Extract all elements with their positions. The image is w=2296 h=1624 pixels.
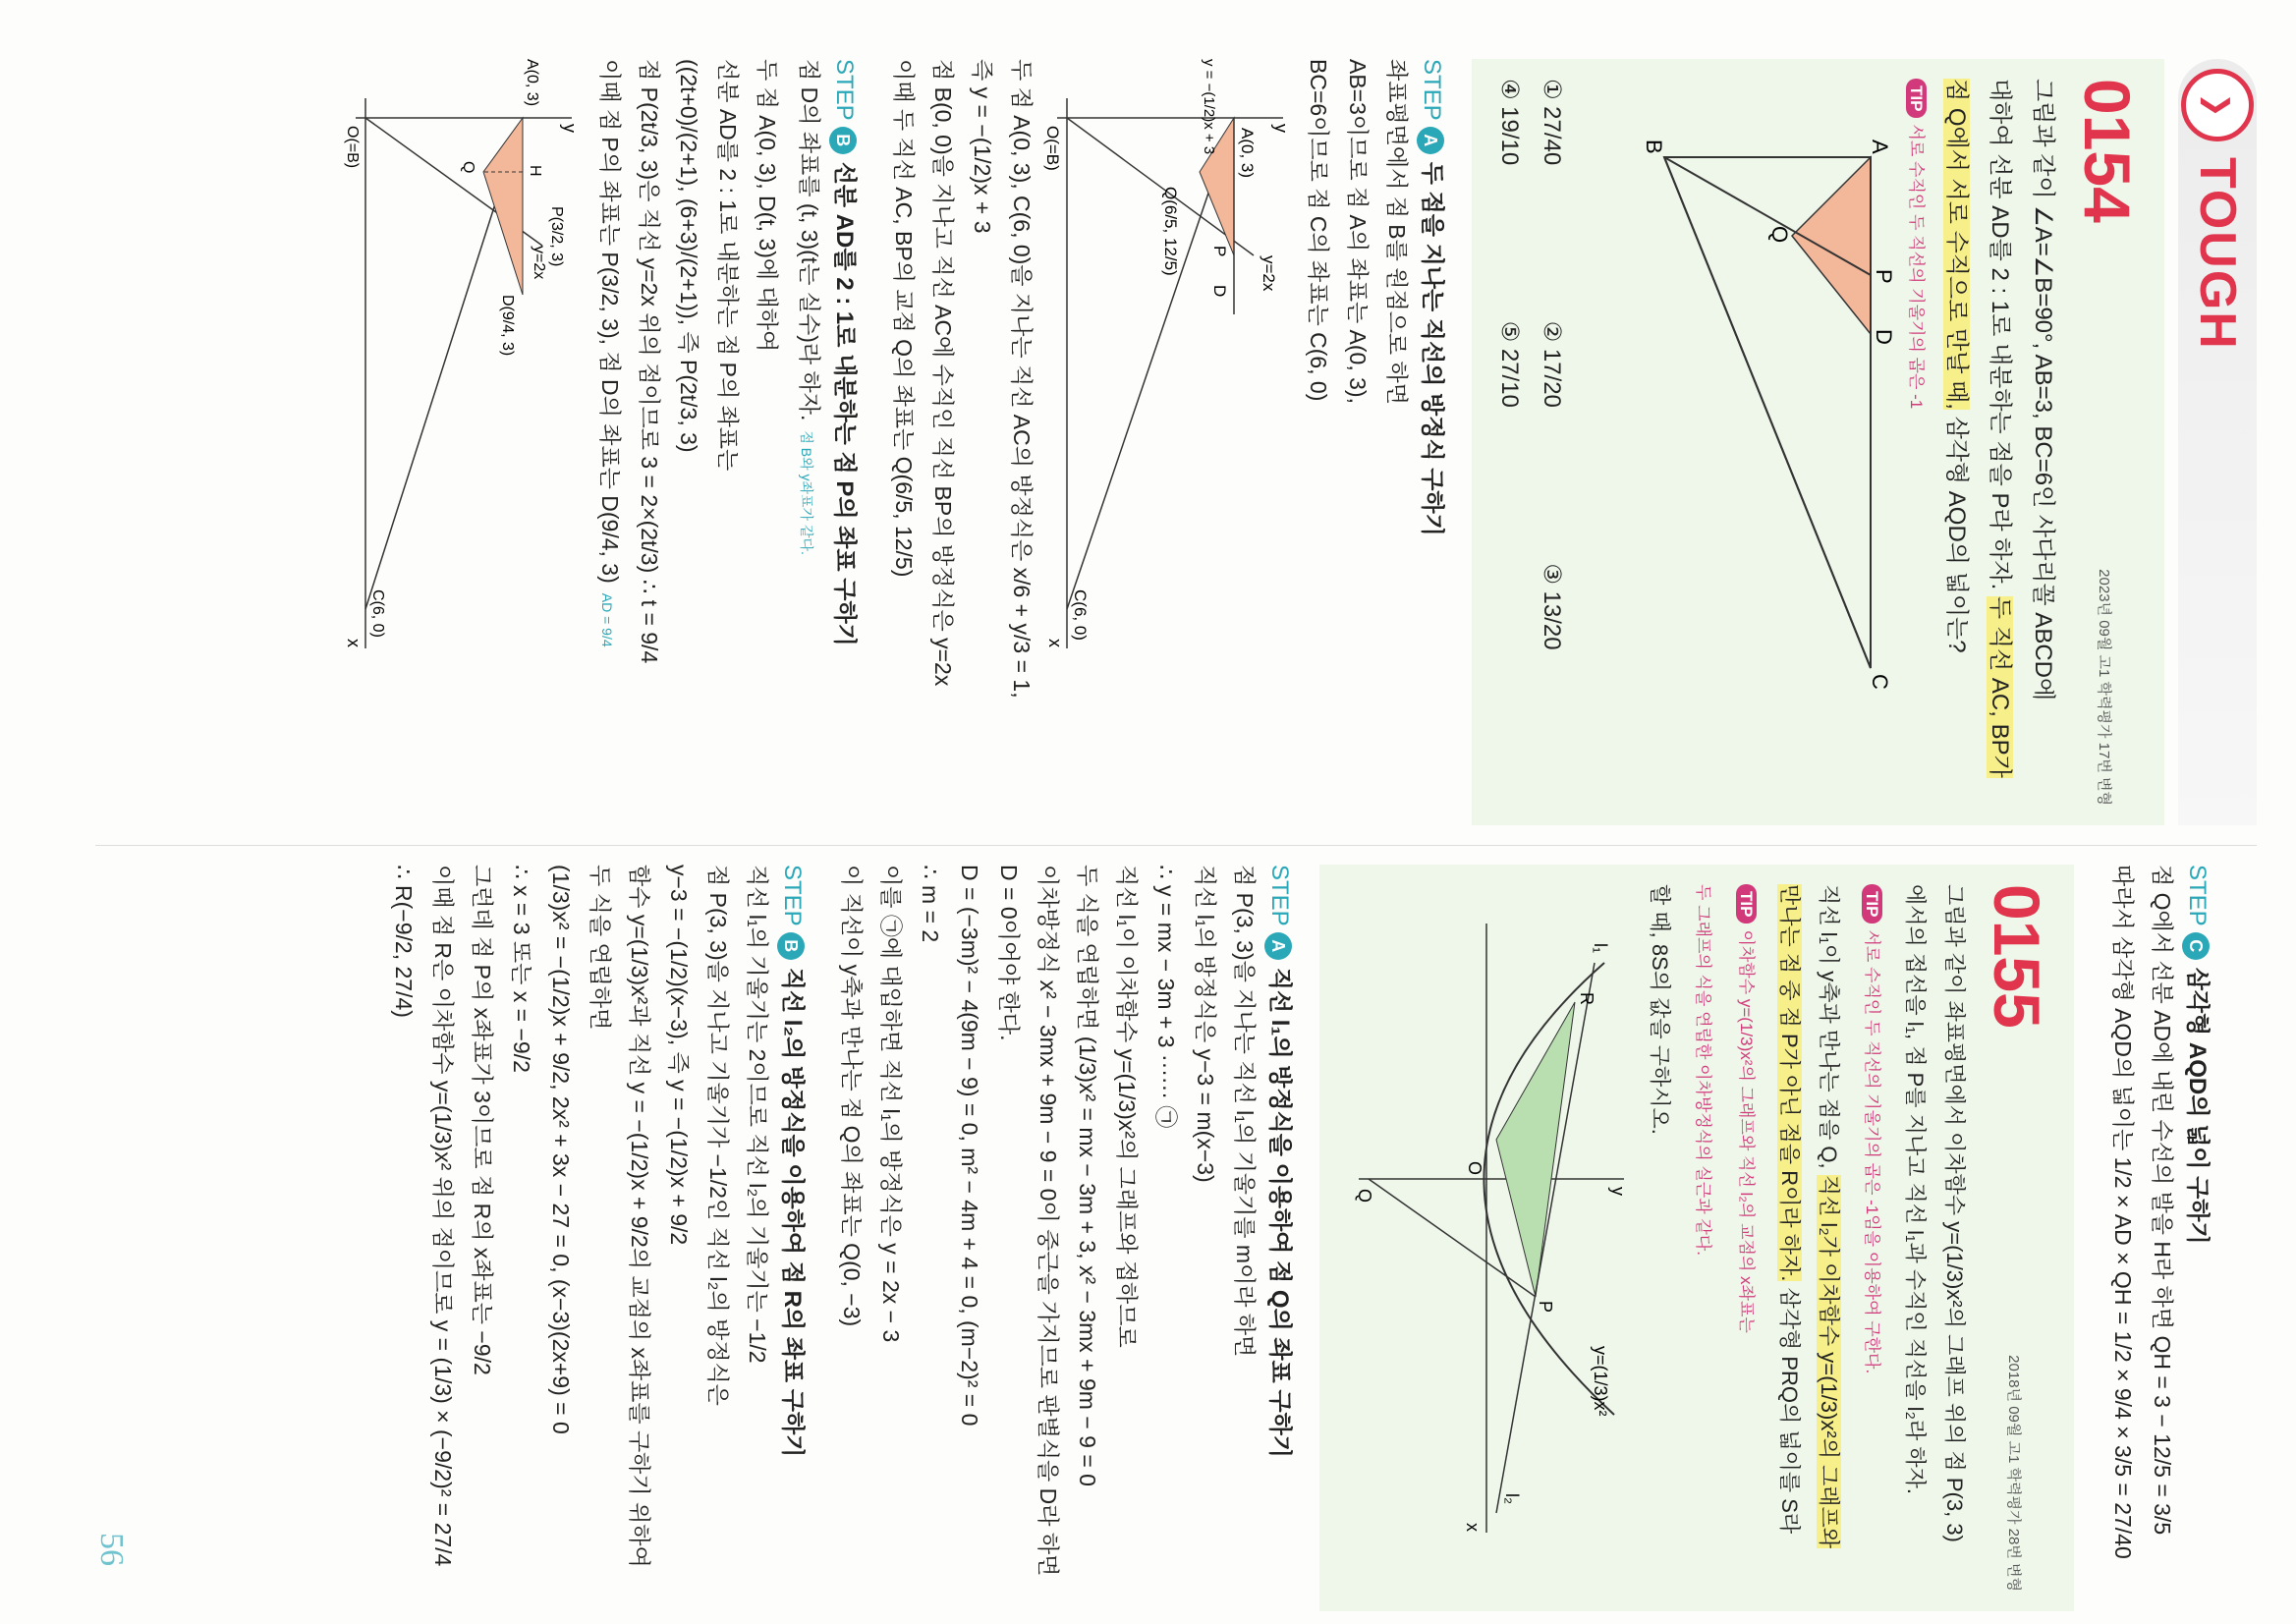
point-O: O(=B): [1043, 126, 1062, 171]
solution-line: BC=6이므로 점 C의 좌표는 C(6, 0): [1306, 59, 1331, 402]
problem-number: 0154: [2071, 79, 2144, 223]
step-title-text: 선분 AD를 2 : 1로 내분하는 점 P의 좌표 구하기: [831, 161, 858, 646]
tip-text: 서로 수직인 두 직선의 기울기의 곱은 -1: [1907, 124, 1926, 410]
tip-text: 이차함수 y=(1/3)x²의 그래프와 직선 l₂의 교점의 x좌표는: [1737, 929, 1756, 1333]
step-title-text: 삼각형 AQD의 넓이 구하기: [2184, 967, 2211, 1245]
point-O: O: [1465, 1161, 1484, 1176]
curve-label: y=(1/3)x²: [1591, 1346, 1610, 1417]
problem-line: 에서의 접선을 l₁, 점 P를 지나고 직선 l₁과 수직인 직선을 l₂라 하자.: [1903, 884, 1928, 1494]
point-P: P: [1536, 1301, 1555, 1314]
solution-line: ∴ m = 2: [918, 865, 943, 943]
solution-line: [588, 59, 630, 825]
step-title-text: 직선 l₁의 방정식을 이용하여 점 Q의 좌표 구하기: [1266, 967, 1293, 1458]
trapezoid-figure: [1576, 79, 1900, 766]
tough-label: TOUGH: [2189, 157, 2246, 351]
problem-text: [1934, 79, 2064, 806]
label-C: C: [1868, 674, 1892, 690]
choice[interactable]: ④ 19/10: [1496, 79, 1523, 166]
step-a-title: [1417, 59, 1452, 825]
step-title-text: 두 점을 지나는 직선의 방정식 구하기: [1419, 161, 1445, 536]
step-a-title: [1264, 865, 1300, 1611]
choice[interactable]: ⑤ 27/10: [1496, 320, 1523, 408]
text: 직선 l₁이 y축과 만나는 점을 Q,: [1817, 884, 1841, 1169]
answer-choices: [1495, 79, 1566, 806]
solution-line: ((2t+0)/(2+1), (6+3)/(2+1)), 즉 P(2t/3, 3): [676, 59, 701, 453]
highlight: 두 직선 AC, BP가: [1987, 596, 2013, 778]
problem-source: 2023년 09월 고1 학력평가 17번 변형: [2096, 569, 2112, 806]
solution-line: 함수 y=(1/3)x²과 직선 y = −(1/2)x + 9/2의 교점의 x좌표를 구하기 위하여: [627, 865, 652, 1568]
left-column: [66, 59, 2257, 825]
step-label: STEP: [2184, 865, 2211, 926]
coordinate-graph-2: [346, 59, 582, 668]
solution-line: 두 점 A(0, 3), C(6, 0)을 지나는 직선 AC의 방정식은 x/6 + y/3 = 1,: [1009, 59, 1035, 699]
label-D: D: [1872, 329, 1896, 345]
axis-y-label: y: [1608, 1187, 1628, 1196]
solution-line: 즉 y = −(1/2)x + 3: [970, 59, 995, 234]
point-A: A(0, 3): [524, 59, 540, 107]
solution-line: 직선 l₁이 이차함수 y=(1/3)x²의 그래프와 접하므로: [1114, 865, 1140, 1348]
solution-line: 점 P(3, 3)을 지나고 기울기가 −1/2인 직선 l₂의 방정식은: [705, 865, 731, 1406]
problem-0154: [1472, 59, 2164, 825]
parabola-figure: [1349, 884, 1634, 1572]
highlight: 만나는 점 중 점 P가 아닌 점을 R이라 하자.: [1777, 884, 1802, 1282]
text: 삼각형 AQD의 넓이는?: [1943, 416, 1970, 653]
tip: 두 그래프의 식을 연립한 이차방정식의 실근과 같다.: [1694, 884, 1712, 1256]
solution-line: 두 식을 연립하면: [588, 865, 613, 1031]
axis-y-label: y: [560, 124, 580, 133]
point-C: C(6, 0): [369, 589, 386, 638]
problem-text: [1640, 884, 1974, 1592]
line-label-2x: y=2x: [531, 246, 547, 280]
solution-line: 선분 AD를 2 : 1로 내분하는 점 P의 좌표는: [715, 59, 741, 472]
line-label-l1: l₁: [1591, 943, 1610, 954]
line-label-l2: l₂: [1502, 1493, 1522, 1504]
point-C: C(6, 0): [1071, 589, 1090, 641]
step-letter: A: [1264, 932, 1292, 960]
page-number: 56: [93, 1533, 130, 1566]
column-divider: [95, 845, 2257, 846]
solution-line: AB=3이므로 점 A의 좌표는 A(0, 3),: [1345, 59, 1371, 404]
problem-line: [1809, 884, 1848, 1592]
tip: [1906, 79, 1931, 806]
point-A: A(0, 3): [1238, 128, 1257, 179]
step-label: STEP: [1419, 59, 1445, 121]
solution-line: ∴ R(−9/2, 27/4): [391, 865, 417, 1018]
solution-line: 좌표평면에서 점 B를 원점으로 하면: [1384, 59, 1410, 405]
point-Q: Q: [1355, 1189, 1374, 1204]
highlight: 직선 l₂가 이차함수 y=(1/3)x²의 그래프와: [1817, 1174, 1841, 1549]
problem-source: 2018년 09월 고1 학력평가 28번 변형: [2005, 1355, 2022, 1592]
tip: [1726, 884, 1765, 1592]
problem-line: 그림과 같이 ∠A=∠B=90°, AB=3, BC=6인 사다리꼴 ABCD에: [2030, 79, 2056, 701]
solution-line: ∴ x = 3 또는 x = −9/2: [509, 865, 534, 1073]
solution-line: 직선 l₁의 기울기는 2이므로 직선 l₂의 기울기는 −1/2: [745, 865, 770, 1364]
text: 대하여 선분 AD를 2 : 1로 내분하는 점을 P라 하자.: [1987, 79, 2013, 590]
label-A: A: [1868, 140, 1892, 154]
point-H: H: [527, 165, 543, 177]
label-Q: Q: [1767, 226, 1792, 244]
axis-x-label: x: [344, 639, 364, 647]
step-letter: B: [777, 932, 805, 960]
problem-line: 할 때, 8S의 값을 구하시오.: [1648, 884, 1672, 1135]
point-D: D(9/4, 3): [499, 295, 516, 357]
choice[interactable]: ③ 13/20: [1539, 563, 1565, 650]
right-column: [66, 865, 2257, 1611]
solution-line: (1/3)x² = −(1/2)x + 9/2, 2x² + 3x − 27 = 0, (x−3)(2x+9) = 0: [548, 865, 574, 1434]
tip-text: 서로 수직인 두 직선의 기울기의 곱은 -1임을 이용하여 구한다.: [1863, 929, 1881, 1374]
problem-line: [1769, 884, 1809, 1592]
problem-number: 0155: [1981, 884, 2053, 1029]
solution-line: 두 식을 연립하면 (1/3)x² = mx − 3m + 3, x² − 3mx + 9m − 9 = 0: [1075, 865, 1100, 1486]
step-letter: B: [829, 127, 857, 154]
choice[interactable]: ② 17/20: [1539, 320, 1565, 408]
tip: [1852, 884, 1891, 1592]
chevron-right-icon: ❯: [2181, 69, 2254, 141]
solution-line: 직선 l₁의 방정식은 y−3 = m(x−3): [1193, 865, 1218, 1183]
axis-x-label: x: [1463, 1523, 1483, 1532]
step-letter: C: [2182, 932, 2210, 960]
side-note: 점 B와 y좌표가 같다.: [799, 430, 814, 555]
line-label-ac: y = −(1/2)x + 3: [1201, 59, 1217, 155]
text: 삼각형 PRQ의 넓이를 S라: [1777, 1287, 1802, 1535]
problem-line: 그림과 같이 좌표평면에서 이차함수 y=(1/3)x²의 그래프 위의 점 P(3, 3): [1942, 884, 1967, 1542]
step-title-text: 직선 l₂의 방정식을 이용하여 점 R의 좌표 구하기: [779, 967, 806, 1458]
text: 점 D의 좌표를 (t, 3)(t는 실수)라 하자.: [797, 59, 822, 421]
step-label: STEP: [779, 865, 806, 926]
point-Q: Q: [460, 161, 476, 174]
step-label: STEP: [1266, 865, 1293, 926]
step-letter: A: [1417, 127, 1444, 154]
point-O: O(=B): [344, 126, 361, 169]
axis-y-label: y: [1271, 124, 1291, 133]
point-D: D: [1210, 285, 1229, 298]
highlight: 점 Q에서 서로 수직으로 만날 때,: [1943, 79, 1970, 410]
tough-header: [2178, 59, 2257, 825]
solution-line: 이를 ㉠에 대입하면 직선 l₁의 방정식은 y = 2x − 3: [878, 865, 904, 1343]
solution-line: [787, 59, 829, 825]
solution-line: D = (−3m)² − 4(9m − 9) = 0, m² − 4m + 4 = 0, (m−2)² = 0: [957, 865, 982, 1427]
solution-line: 점 B(0, 0)을 지나고 직선 AC에 수직인 직선 BP의 방정식은 y=2x: [930, 59, 956, 687]
axis-x-label: x: [1045, 639, 1065, 647]
solution-line: 이때 두 직선 AC, BP의 교점 Q의 좌표는 Q(6/5, 12/5): [891, 59, 917, 578]
step-c-title: [2182, 865, 2217, 1611]
side-note: AD = 9/4: [599, 592, 615, 647]
problem-0155: [1319, 865, 2074, 1611]
solution-line: 두 점 A(0, 3), D(t, 3)에 대하여: [755, 59, 780, 353]
solution-line: 이차방정식 x² − 3mx + 9m − 9 = 0이 중근을 가지므로 판별식을 D라 하면: [1036, 865, 1061, 1577]
tip-badge: TIP: [1906, 79, 1927, 118]
choice[interactable]: ① 27/40: [1539, 79, 1565, 166]
solution-line: 점 Q에서 선분 AD에 내린 수선의 발을 H라 하면 QH = 3 − 12/5 = 3/5: [2150, 865, 2175, 1536]
solution-line: 이때 점 R은 이차함수 y=(1/3)x² 위의 점이므로 y = (1/3) × (−9/2)² = 27/4: [430, 865, 456, 1567]
step-b-title: [777, 865, 812, 1611]
coordinate-graph-1: [1043, 59, 1293, 668]
point-P: P: [1210, 246, 1229, 257]
point-P: P(3/2, 3): [548, 206, 565, 267]
tip-badge: TIP: [1862, 884, 1882, 924]
solution-line: 점 P(3, 3)을 지나는 직선 l₁의 기울기를 m이라 하면: [1232, 865, 1258, 1358]
solution-line: 점 P(2t/3, 3)은 직선 y=2x 위의 점이므로 3 = 2×(2t/3) ∴ t = 9/4: [637, 59, 662, 664]
point-Q: Q(6/5, 12/5): [1161, 187, 1180, 276]
solution-line: D = 0이어야 한다.: [996, 865, 1022, 1041]
solution-line: 그런데 점 P의 x좌표가 3이므로 점 R의 x좌표는 −9/2: [470, 865, 495, 1375]
point-R: R: [1577, 992, 1596, 1005]
label-B: B: [1642, 140, 1666, 154]
problem-line: [1934, 79, 1978, 806]
line-label-2x: y=2x: [1260, 255, 1278, 292]
tip-badge: TIP: [1736, 884, 1757, 924]
solution-line: 이 직선이 y축과 만나는 점 Q의 좌표는 Q(0, −3): [839, 865, 865, 1327]
solution-line: ∴ y = mx − 3m + 3 ······ ㉠: [1153, 865, 1179, 1129]
step-label: STEP: [831, 59, 858, 121]
text: 이때 점 P의 좌표는 P(3/2, 3), 점 D의 좌표는 D(9/4, 3): [597, 59, 623, 584]
problem-line: [1978, 79, 2021, 806]
step-b-title: [829, 59, 865, 825]
solution-line: y−3 = −(1/2)(x−3), 즉 y = −(1/2)x + 9/2: [666, 865, 692, 1246]
solution-line: 따라서 삼각형 AQD의 넓이는 1/2 × AD × QH = 1/2 × 9/4 × 3/5 = 27/40: [2110, 865, 2136, 1559]
label-P: P: [1872, 269, 1896, 284]
